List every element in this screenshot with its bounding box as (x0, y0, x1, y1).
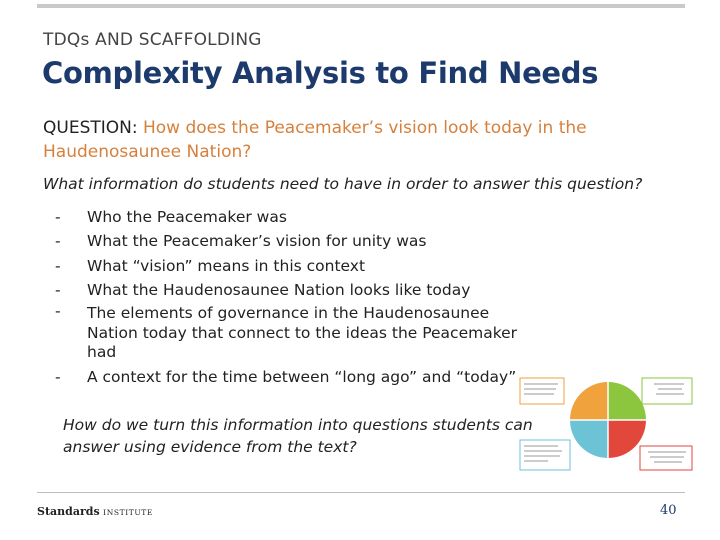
callout-box (640, 446, 692, 470)
top-rule (37, 4, 685, 8)
list-item-text: What the Peacemaker’s vision for unity was (87, 232, 427, 251)
complexity-quadrant-diagram (518, 372, 698, 472)
logo-main-text: Standards (37, 505, 100, 518)
list-item-text: A context for the time between “long ago” and “today” (87, 367, 517, 386)
question-label: QUESTION: (43, 118, 143, 138)
list-item (55, 229, 525, 253)
list-item-text: The elements of governance in the Haudenosaunee Nation today that connect to the ideas the Peacemaker had (87, 304, 518, 362)
bullet-dash: - (55, 208, 61, 226)
section-label: TDQs AND SCAFFOLDING (43, 30, 262, 50)
page-number: 40 (660, 503, 677, 518)
list-item (55, 254, 525, 278)
list-item-text: Who the Peacemaker was (87, 208, 287, 226)
list-item (55, 205, 525, 229)
question-block (43, 116, 663, 164)
list-item (55, 365, 525, 389)
information-prompt: What information do students need to have in order to answer this question? (43, 175, 643, 193)
bullet-dash: - (55, 232, 61, 251)
list-item-text: What the Haudenosaunee Nation looks like today (87, 280, 471, 299)
list-item (55, 278, 525, 302)
quadrant-orange (570, 382, 608, 420)
list-item (55, 302, 525, 365)
logo-sub-text: INSTITUTE (103, 508, 153, 517)
footer-rule (37, 492, 685, 493)
bullet-dash: - (55, 280, 61, 299)
callout-box (520, 440, 570, 470)
quadrant-blue (570, 420, 608, 458)
needs-list (55, 205, 525, 389)
list-item-text: What “vision” means in this context (87, 256, 366, 275)
quadrant-green (608, 382, 646, 420)
slide-title: Complexity Analysis to Find Needs (42, 56, 599, 90)
standards-institute-logo (37, 505, 153, 518)
closing-question: How do we turn this information into questions students can answer using evidence from the text? (63, 416, 533, 456)
callout-box (642, 378, 692, 404)
question-text: How does the Peacemaker’s vision look today in the Haudenosaunee Nation? (43, 118, 587, 162)
bullet-dash: - (55, 367, 61, 386)
bullet-dash: - (55, 302, 61, 321)
bullet-dash: - (55, 256, 61, 275)
callout-box (520, 378, 564, 404)
